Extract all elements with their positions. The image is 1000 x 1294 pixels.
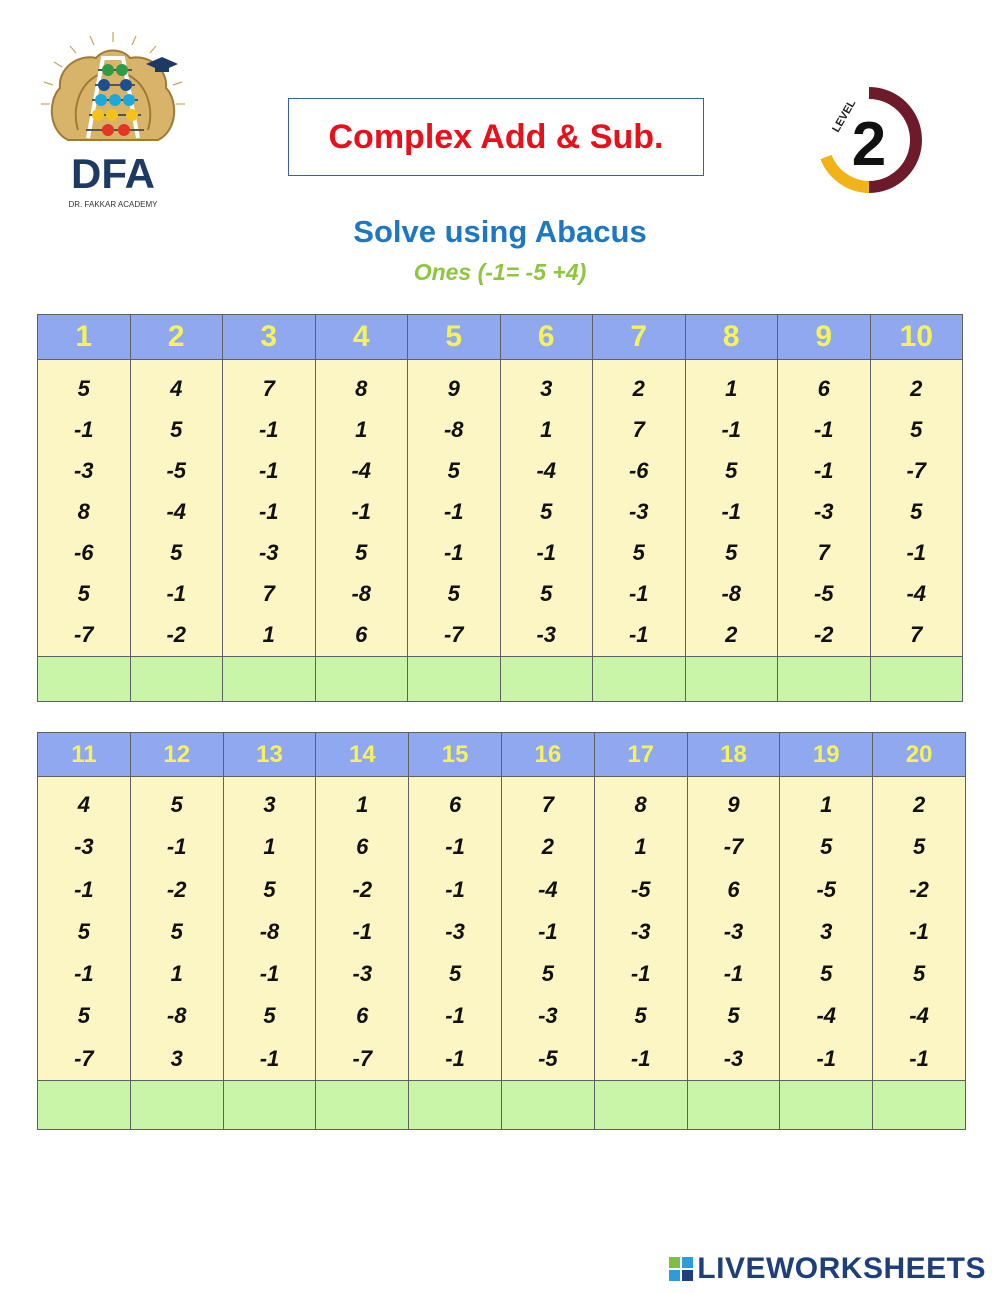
problem-number-value: 2 bbox=[725, 622, 738, 647]
problems-table-2 bbox=[37, 732, 966, 1130]
problem-number-value: -5 bbox=[813, 581, 834, 606]
problem-number-value: 5 bbox=[912, 961, 926, 987]
problem-number-value: 1 bbox=[725, 376, 738, 401]
answer-cell[interactable] bbox=[685, 657, 778, 702]
problem-number-value: -2 bbox=[166, 622, 187, 647]
problem-number-value: -6 bbox=[73, 540, 94, 565]
problem-number: 6 bbox=[500, 315, 593, 360]
answer-cell[interactable] bbox=[594, 1081, 687, 1130]
problem-numbers-cell bbox=[780, 777, 873, 1081]
answer-cell[interactable] bbox=[315, 657, 408, 702]
problem-number-value: 5 bbox=[820, 961, 833, 987]
problem-number-value: -1 bbox=[74, 876, 94, 902]
answer-cell[interactable] bbox=[780, 1081, 873, 1130]
problem-numbers-cell bbox=[223, 360, 316, 657]
problem-number: 20 bbox=[873, 733, 966, 777]
problem-number-value: 7 bbox=[910, 622, 923, 647]
svg-text:LEVEL: LEVEL bbox=[830, 97, 859, 135]
problem-number-value: -2 bbox=[813, 622, 834, 647]
answer-cell[interactable] bbox=[409, 1081, 502, 1130]
problem-number-value: -8 bbox=[259, 918, 280, 944]
problem-number-value: -8 bbox=[351, 581, 372, 606]
problem-number: 3 bbox=[223, 315, 316, 360]
problem-number-value: 7 bbox=[632, 417, 645, 442]
problem-number-value: -7 bbox=[352, 1045, 373, 1071]
problem-number-value: -1 bbox=[445, 834, 465, 860]
answer-cell[interactable] bbox=[873, 1081, 966, 1130]
problem-numbers-cell bbox=[687, 777, 780, 1081]
problem-number-value: 5 bbox=[447, 458, 460, 483]
problem-number: 9 bbox=[778, 315, 871, 360]
worksheet-title: Complex Add & Sub. bbox=[328, 117, 664, 156]
problem-number-value: -7 bbox=[723, 834, 744, 860]
problem-number-value: 5 bbox=[170, 417, 183, 442]
problem-number-value: -1 bbox=[259, 961, 280, 987]
problem-numbers-cell bbox=[409, 777, 502, 1081]
answer-cell[interactable] bbox=[778, 657, 871, 702]
problem-number: 16 bbox=[501, 733, 594, 777]
problem-number-value: 1 bbox=[356, 792, 369, 817]
problem-number: 10 bbox=[870, 315, 963, 360]
problem-number-value: -3 bbox=[630, 918, 651, 944]
problem-number-value: -3 bbox=[538, 1003, 558, 1029]
problem-number: 7 bbox=[593, 315, 686, 360]
answer-cell[interactable] bbox=[130, 657, 223, 702]
problem-number-value: -4 bbox=[351, 458, 372, 483]
problem-number: 14 bbox=[316, 733, 409, 777]
problem-number: 19 bbox=[780, 733, 873, 777]
problem-number-value: 6 bbox=[817, 376, 830, 401]
problem-number-value: -7 bbox=[74, 1045, 94, 1071]
problem-numbers-cell bbox=[501, 777, 594, 1081]
problem-number-value: 5 bbox=[820, 834, 833, 860]
problem-number-value: 5 bbox=[634, 1003, 647, 1029]
problem-number-value: 5 bbox=[170, 540, 183, 565]
problem-number: 8 bbox=[685, 315, 778, 360]
problem-number-value: -1 bbox=[628, 622, 649, 647]
problem-number-value: -1 bbox=[538, 918, 558, 944]
problem-number-value: -4 bbox=[909, 1003, 929, 1029]
problem-number-value: -3 bbox=[536, 622, 557, 647]
answer-cell[interactable] bbox=[408, 657, 501, 702]
problem-number-value: 2 bbox=[912, 792, 926, 817]
problem-number-value: 2 bbox=[541, 834, 554, 860]
problem-number-value: 5 bbox=[263, 876, 276, 902]
problem-number-value: -3 bbox=[352, 961, 373, 987]
level-badge bbox=[812, 85, 927, 195]
problem-number-value: -1 bbox=[74, 961, 94, 987]
problem-number-value: -3 bbox=[73, 458, 94, 483]
problem-number-value: -1 bbox=[166, 834, 187, 860]
problem-number-value: -6 bbox=[628, 458, 649, 483]
problem-numbers-cell bbox=[130, 360, 223, 657]
problem-number-value: -1 bbox=[445, 876, 465, 902]
problem-number-value: -1 bbox=[352, 918, 373, 944]
problem-number-value: -7 bbox=[443, 622, 464, 647]
problem-number-value: 4 bbox=[170, 376, 183, 401]
problem-number-value: 2 bbox=[910, 376, 923, 401]
problem-number-value: -1 bbox=[909, 918, 929, 944]
problem-number-value: -1 bbox=[258, 417, 279, 442]
problem-number-value: -4 bbox=[906, 581, 927, 606]
problem-number-value: 1 bbox=[634, 834, 647, 860]
problem-number-value: 1 bbox=[355, 417, 368, 442]
problem-number-value: -1 bbox=[258, 458, 279, 483]
problem-number-value: 5 bbox=[540, 499, 553, 524]
problem-numbers-cell bbox=[38, 777, 131, 1081]
problem-number-value: -1 bbox=[536, 540, 557, 565]
problem-number: 18 bbox=[687, 733, 780, 777]
answer-cell[interactable] bbox=[500, 657, 593, 702]
problem-number-value: -1 bbox=[628, 581, 649, 606]
problem-number-value: -3 bbox=[74, 834, 94, 860]
problem-number-value: -1 bbox=[813, 458, 834, 483]
problem-number-value: 3 bbox=[263, 792, 276, 817]
problem-number-value: -7 bbox=[906, 458, 927, 483]
problem-number-value: 6 bbox=[355, 622, 368, 647]
problem-number-value: 8 bbox=[355, 376, 368, 401]
problem-number-value: 3 bbox=[820, 918, 833, 944]
problem-number-value: 5 bbox=[355, 540, 368, 565]
problem-number-value: 6 bbox=[727, 876, 740, 902]
problem-number-value: -4 bbox=[538, 876, 558, 902]
problem-number-value: 5 bbox=[77, 581, 90, 606]
problem-number-value: 5 bbox=[912, 834, 926, 860]
problem-number: 13 bbox=[223, 733, 316, 777]
problem-number-value: 1 bbox=[540, 417, 553, 442]
problem-number-value: 5 bbox=[632, 540, 645, 565]
answer-cell[interactable] bbox=[223, 1081, 316, 1130]
instruction-heading: Solve using Abacus bbox=[353, 214, 647, 249]
problem-numbers-cell bbox=[778, 360, 871, 657]
problem-number-value: -1 bbox=[73, 417, 94, 442]
problem-number-value: 5 bbox=[540, 581, 553, 606]
problem-numbers-cell bbox=[130, 777, 223, 1081]
problem-number-value: 6 bbox=[448, 792, 462, 817]
problem-number-value: -1 bbox=[443, 499, 464, 524]
problem-number-value: -3 bbox=[258, 540, 279, 565]
problem-number-value: -8 bbox=[166, 1003, 187, 1029]
liveworksheets-icon bbox=[668, 1256, 694, 1282]
problem-number-value: 8 bbox=[77, 499, 90, 524]
technique-note: Ones (-1= -5 +4) bbox=[413, 259, 587, 285]
problem-number-value: -5 bbox=[630, 876, 651, 902]
problem-number-value: -1 bbox=[259, 1045, 280, 1071]
problem-number-value: -3 bbox=[628, 499, 649, 524]
problem-number-value: 5 bbox=[725, 540, 738, 565]
problem-numbers-cell bbox=[593, 360, 686, 657]
problem-number-value: 6 bbox=[356, 834, 369, 860]
problem-number-value: 6 bbox=[356, 1003, 369, 1029]
problem-number-value: -1 bbox=[813, 417, 834, 442]
problem-number-value: 4 bbox=[77, 792, 91, 817]
answer-cell[interactable] bbox=[38, 657, 131, 702]
problem-number: 11 bbox=[38, 733, 131, 777]
problem-number-value: -3 bbox=[723, 1045, 744, 1071]
problem-number-value: -1 bbox=[906, 540, 927, 565]
problem-number-value: -1 bbox=[723, 961, 744, 987]
problem-numbers-cell bbox=[316, 777, 409, 1081]
problem-number-value: 3 bbox=[540, 376, 553, 401]
problem-number-value: 5 bbox=[170, 918, 183, 944]
problem-number: 2 bbox=[130, 315, 223, 360]
problem-number-value: -1 bbox=[721, 499, 742, 524]
problem-number-value: 3 bbox=[170, 1045, 183, 1071]
problem-number-value: -1 bbox=[445, 1003, 465, 1029]
problem-number-value: -7 bbox=[73, 622, 94, 647]
svg-text:DR. FAKKAR ACADEMY: DR. FAKKAR ACADEMY bbox=[68, 200, 158, 209]
svg-text:DFA: DFA bbox=[71, 150, 155, 197]
problem-number-value: -5 bbox=[166, 458, 187, 483]
footer-brand-text: LIVEWORKSHEETS bbox=[697, 1252, 986, 1285]
problem-number-value: 9 bbox=[727, 792, 740, 817]
problem-number-value: 5 bbox=[541, 961, 554, 987]
footer-brand bbox=[668, 1252, 986, 1286]
problem-number-value: -8 bbox=[443, 417, 464, 442]
problem-number-value: -5 bbox=[538, 1045, 558, 1071]
answer-cell[interactable] bbox=[870, 657, 963, 702]
problem-number-value: 7 bbox=[262, 376, 275, 401]
answer-cell[interactable] bbox=[316, 1081, 409, 1130]
problem-number-value: 1 bbox=[170, 961, 183, 987]
problem-numbers-cell bbox=[223, 777, 316, 1081]
problem-number-value: 5 bbox=[170, 792, 183, 817]
problem-number-value: -1 bbox=[630, 961, 651, 987]
problem-number-value: 5 bbox=[910, 499, 923, 524]
problem-number: 15 bbox=[409, 733, 502, 777]
problem-number-value: -3 bbox=[723, 918, 744, 944]
problem-number-value: 7 bbox=[262, 581, 275, 606]
problem-number-value: 5 bbox=[77, 376, 90, 401]
problem-number-value: -1 bbox=[630, 1045, 651, 1071]
problem-number-value: -3 bbox=[813, 499, 834, 524]
problem-number-value: 1 bbox=[820, 792, 833, 817]
problem-numbers-cell bbox=[873, 777, 966, 1081]
problem-number-value: 5 bbox=[725, 458, 738, 483]
problem-number-value: -2 bbox=[166, 876, 187, 902]
problem-numbers-cell bbox=[594, 777, 687, 1081]
worksheet-title-box bbox=[288, 98, 704, 176]
problem-number-value: -1 bbox=[351, 499, 372, 524]
problem-number-value: -3 bbox=[445, 918, 465, 944]
problem-number-value: 1 bbox=[262, 622, 275, 647]
problem-number: 4 bbox=[315, 315, 408, 360]
problem-number-value: -4 bbox=[816, 1003, 837, 1029]
problem-numbers-cell bbox=[685, 360, 778, 657]
problem-numbers-cell bbox=[315, 360, 408, 657]
problem-number-value: -1 bbox=[445, 1045, 465, 1071]
problem-number-value: 5 bbox=[727, 1003, 740, 1029]
academy-logo bbox=[38, 30, 188, 212]
problem-number-value: 5 bbox=[910, 417, 923, 442]
problem-number-value: 7 bbox=[817, 540, 830, 565]
problem-number-value: -1 bbox=[909, 1045, 929, 1071]
problem-number-value: -1 bbox=[816, 1045, 837, 1071]
answer-cell[interactable] bbox=[593, 657, 686, 702]
svg-text:2: 2 bbox=[851, 110, 887, 179]
problem-number: 12 bbox=[130, 733, 223, 777]
problem-number-value: 5 bbox=[77, 1003, 91, 1029]
problem-number-value: 5 bbox=[77, 918, 91, 944]
problem-number-value: -1 bbox=[258, 499, 279, 524]
answer-cell[interactable] bbox=[687, 1081, 780, 1130]
problem-number-value: 2 bbox=[632, 376, 645, 401]
problem-number-value: 5 bbox=[263, 1003, 276, 1029]
problem-numbers-cell bbox=[870, 360, 963, 657]
problem-number-value: 1 bbox=[263, 834, 276, 860]
problems-table-1 bbox=[37, 314, 963, 702]
problem-number-value: 9 bbox=[447, 376, 460, 401]
problem-numbers-cell bbox=[38, 360, 131, 657]
problem-number-value: -1 bbox=[166, 581, 187, 606]
problem-number-value: -5 bbox=[816, 876, 837, 902]
answer-cell[interactable] bbox=[501, 1081, 594, 1130]
problem-number: 1 bbox=[38, 315, 131, 360]
problem-number-value: -4 bbox=[166, 499, 187, 524]
problem-number-value: -1 bbox=[443, 540, 464, 565]
problem-number-value: -4 bbox=[536, 458, 557, 483]
problem-numbers-cell bbox=[408, 360, 501, 657]
problem-number-value: -2 bbox=[352, 876, 373, 902]
answer-cell[interactable] bbox=[38, 1081, 131, 1130]
problem-number-value: 7 bbox=[541, 792, 554, 817]
problem-numbers-cell bbox=[500, 360, 593, 657]
answer-cell[interactable] bbox=[223, 657, 316, 702]
answer-cell[interactable] bbox=[130, 1081, 223, 1130]
problem-number-value: -1 bbox=[721, 417, 742, 442]
problem-number: 5 bbox=[408, 315, 501, 360]
problem-number-value: -8 bbox=[721, 581, 742, 606]
problem-number-value: 8 bbox=[634, 792, 647, 817]
problem-number: 17 bbox=[594, 733, 687, 777]
problem-number-value: -2 bbox=[909, 876, 929, 902]
problem-number-value: 5 bbox=[448, 961, 462, 987]
problem-number-value: 5 bbox=[447, 581, 460, 606]
